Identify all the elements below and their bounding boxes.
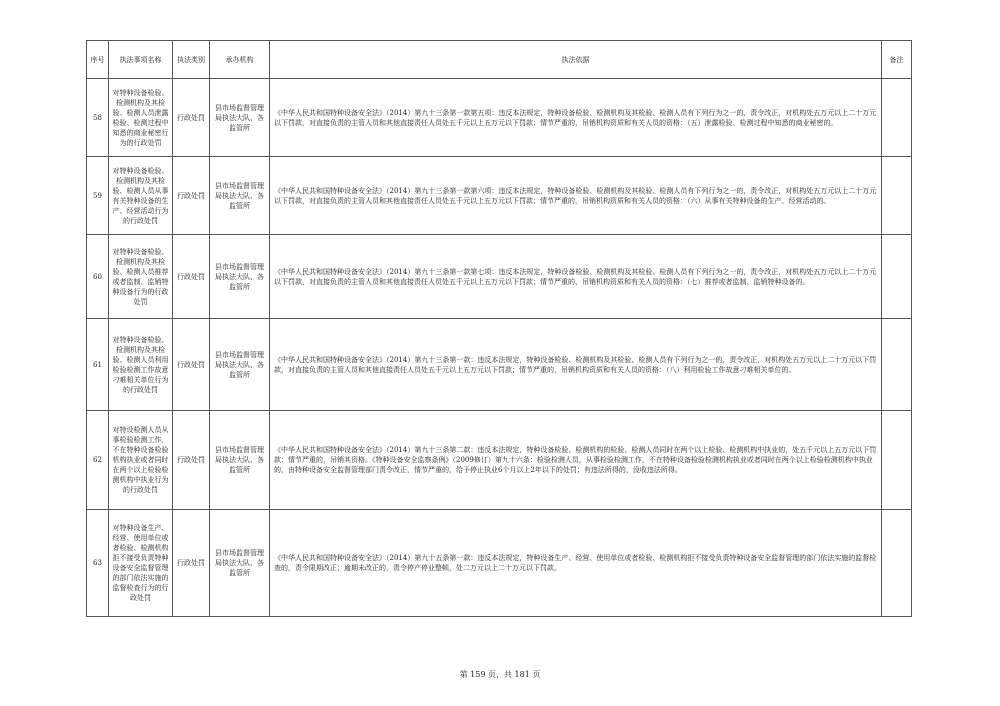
row-number: 63 [87,510,109,617]
handling-agency: 县市场监督管理局执法大队、各监管所 [210,79,270,157]
table-row [87,79,912,157]
header-no: 序号 [87,41,109,79]
legal-basis: 《中华人民共和国特种设备安全法》（2014）第九十三条第一款：违反本法规定，特种设备检验、检测机构及其检验、检测人员有下列行为之一的，责令改正，对机构处五万元以上二十万元以下罚款，对直接负责的主管人员和其他直接责任人员处五千元以上五万元以下罚款；情节严重的，吊销机构资质和有关人员的资格：（八）利用检验工作故意刁难相关单位的。 [270,319,882,411]
table-header-row [87,41,912,79]
legal-basis: 《中华人民共和国特种设备安全法》（2014）第九十五条第一款：违反本法规定，特种设备生产、经营、使用单位或者检验、检测机构拒不接受负责特种设备安全监督管理的部门依法实施的监督检查的，责令限期改正；逾期未改正的，责令停产停业整顿，处二万元以上二十万元以下罚款。 [270,510,882,617]
page-number: 第 159 页，共 181 页 [459,670,541,679]
header-remark: 备注 [882,41,912,79]
item-name: 对特设检测人员从事检验检测工作，不在特种设备检验机构执业或者同时在两个以上检验检测机构中执业行为的行政处罚 [109,411,173,510]
row-number: 60 [87,235,109,319]
item-name: 对特种设备生产、经营、使用单位或者检验、检测机构拒不接受负责特种设备安全监督管理的部门依法实施的监督检查行为的行政处罚 [109,510,173,617]
table-row [87,157,912,235]
legal-basis: 《中华人民共和国特种设备安全法》（2014）第九十三条第一款第七项：违反本法规定，特种设备检验、检测机构及其检验、检测人员有下列行为之一的，责令改正，对机构处五万元以上二十万元以下罚款，对直接负责的主管人员和其他直接责任人员处五千元以上五万元以下罚款；情节严重的，吊销机构资质和有关人员的资格：（七）推荐或者监制、监销特种设备的。 [270,235,882,319]
table-row [87,235,912,319]
handling-agency: 县市场监督管理局执法大队、各监管所 [210,235,270,319]
enforcement-category: 行政处罚 [173,235,210,319]
remark [882,411,912,510]
table-row [87,510,912,617]
legal-basis: 《中华人民共和国特种设备安全法》（2014）第九十三条第一款第五项：违反本法规定，特种设备检验、检测机构及其检验、检测人员有下列行为之一的，责令改正，对机构处五万元以上二十万元以下罚款，对直接负责的主管人员和其他直接责任人员处五千元以上五万元以下罚款；情节严重的，吊销机构资质和有关人员的资格：（五）泄露检验、检测过程中知悉的商业秘密的。 [270,79,882,157]
remark [882,157,912,235]
item-name: 对特种设备检验、检测机构及其检验、检测人员泄露检验、检测过程中知悉的商业秘密行为的行政处罚 [109,79,173,157]
header-category: 执法类别 [173,41,210,79]
remark [882,319,912,411]
header-agency: 承办机构 [210,41,270,79]
item-name: 对特种设备检验、检测机构及其检验、检测人员推荐或者监制、监销特种设备行为的行政处罚 [109,235,173,319]
remark [882,235,912,319]
table-row [87,411,912,510]
enforcement-table [86,40,912,617]
legal-basis: 《中华人民共和国特种设备安全法》（2014）第九十三条第一款第六项：违反本法规定，特种设备检验、检测机构及其检验、检测人员有下列行为之一的，责令改正，对机构处五万元以上二十万元以下罚款，对直接负责的主管人员和其他直接责任人员处五千元以上五万元以下罚款；情节严重的，吊销机构资质和有关人员的资格：（六）从事有关特种设备的生产、经营活动的。 [270,157,882,235]
enforcement-category: 行政处罚 [173,411,210,510]
handling-agency: 县市场监督管理局执法大队、各监管所 [210,319,270,411]
item-name: 对特种设备检验、检测机构及其检验、检测人员从事有关特种设备的生产、经营活动行为的行政处罚 [109,157,173,235]
remark [882,510,912,617]
header-name: 执法事项名称 [109,41,173,79]
enforcement-category: 行政处罚 [173,319,210,411]
enforcement-category: 行政处罚 [173,79,210,157]
row-number: 62 [87,411,109,510]
table-row [87,319,912,411]
row-number: 59 [87,157,109,235]
remark [882,79,912,157]
header-basis: 执法依据 [270,41,882,79]
handling-agency: 县市场监督管理局执法大队、各监管所 [210,411,270,510]
item-name: 对特种设备检验、检测机构及其检验、检测人员利用检验检测工作故意刁难相关单位行为的行政处罚 [109,319,173,411]
row-number: 58 [87,79,109,157]
legal-basis: 《中华人民共和国特种设备安全法》（2014）第九十三条第二款：违反本法规定，特种设备检验、检测机构的检验、检测人员同时在两个以上检验、检测机构中执业的，处五千元以上五万元以下罚款；情节严重的，吊销其资格。《特种设备安全监察条例》（2009修订）第九十六条：检验检测人员，从事检验检测工作，不在特种设备检验检测机构执业或者同时在两个以上检验检测机构中执业的，由特种设备安全监督管理部门责令改正，情节严重的，给予停止执业6个月以上2年以下的处罚；有违法所得的，没收违法所得。 [270,411,882,510]
enforcement-category: 行政处罚 [173,157,210,235]
row-number: 61 [87,319,109,411]
handling-agency: 县市场监督管理局执法大队、各监管所 [210,157,270,235]
handling-agency: 县市场监督管理局执法大队、各监管所 [210,510,270,617]
enforcement-category: 行政处罚 [173,510,210,617]
